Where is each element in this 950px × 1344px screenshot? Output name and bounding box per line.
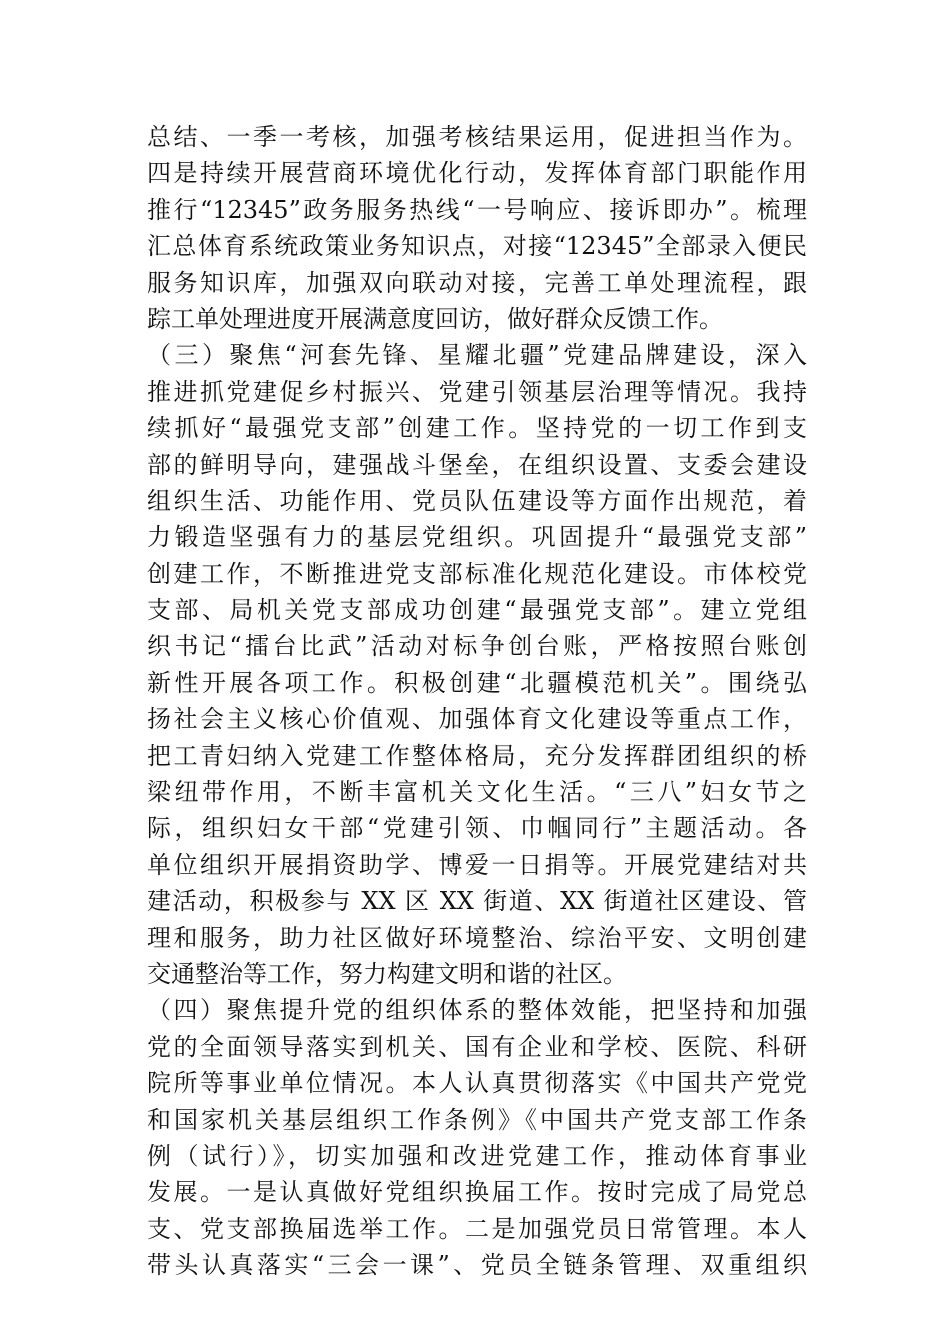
text-line: 踪工单处理进度开展满意度回访，做好群众反馈工作。 <box>147 304 723 333</box>
text-line: 新性开展各项工作。积极创建“北疆模范机关”。围绕弘 <box>147 668 807 697</box>
text-line: 理和服务，助力社区做好环境整治、综治平安、文明创建 <box>147 923 807 952</box>
text-line: 汇总体育系统政策业务知识点，对接“12345”全部录入便民 <box>147 232 807 261</box>
text-line: （四）聚焦提升党的组织体系的整体效能，把坚持和加强 <box>147 996 807 1025</box>
text-line: 推行“12345”政务服务热线“一号响应、接诉即办”。梳理 <box>147 195 807 224</box>
text-line: 发展。一是认真做好党组织换届工作。按时完成了局党总 <box>147 1178 807 1207</box>
text-line: 扬社会主义核心价值观、加强体育文化建设等重点工作， <box>147 705 807 734</box>
text-line: 带头认真落实“三会一课”、党员全链条管理、双重组织 <box>147 1251 807 1280</box>
body-text <box>147 119 807 1284</box>
text-line: 四是持续开展营商环境优化行动，发挥体育部门职能作用 <box>147 159 807 188</box>
text-line: 交通整治等工作，努力构建文明和谐的社区。 <box>147 959 627 988</box>
text-line: 推进抓党建促乡村振兴、党建引领基层治理等情况。我持 <box>147 377 807 406</box>
text-line: 际，组织妇女干部“党建引领、巾帼同行”主题活动。各 <box>147 814 807 843</box>
text-line: 梁纽带作用，不断丰富机关文化生活。“三八”妇女节之 <box>147 778 807 807</box>
text-line: 续抓好“最强党支部”创建工作。坚持党的一切工作到支 <box>147 414 807 443</box>
text-line: 力锻造坚强有力的基层党组织。巩固提升“最强党支部” <box>147 523 807 552</box>
text-line: 支、党支部换届选举工作。二是加强党员日常管理。本人 <box>147 1214 807 1243</box>
text-line: 院所等事业单位情况。本人认真贯彻落实《中国共产党党 <box>147 1069 807 1098</box>
text-line: 党的全面领导落实到机关、国有企业和学校、医院、科研 <box>147 1032 807 1061</box>
text-line: 创建工作，不断推进党支部标准化规范化建设。市体校党 <box>147 559 807 588</box>
text-line: 部的鲜明导向，建强战斗堡垒，在组织设置、支委会建设 <box>147 450 807 479</box>
text-line: 单位组织开展捐资助学、博爱一日捐等。开展党建结对共 <box>147 850 807 879</box>
text-line: （三）聚焦“河套先锋、星耀北疆”党建品牌建设，深入 <box>147 341 807 370</box>
text-line: 服务知识库，加强双向联动对接，完善工单处理流程，跟 <box>147 268 807 297</box>
text-line: 总结、一季一考核，加强考核结果运用，促进担当作为。 <box>147 123 807 151</box>
text-line: 例（试行）》，切实加强和改进党建工作，推动体育事业 <box>147 1141 807 1170</box>
text-line: 把工青妇纳入党建工作整体格局，充分发挥群团组织的桥 <box>147 741 807 770</box>
text-line: 支部、局机关党支部成功创建“最强党支部”。建立党组 <box>147 596 807 625</box>
text-line: 和国家机关基层组织工作条例》《中国共产党支部工作条 <box>147 1105 807 1134</box>
text-line: 建活动，积极参与 XX 区 XX 街道、XX 街道社区建设、管 <box>147 887 807 916</box>
text-line: 组织生活、功能作用、党员队伍建设等方面作出规范，着 <box>147 486 807 515</box>
text-line: 织书记“擂台比武”活动对标争创台账，严格按照台账创 <box>147 632 807 661</box>
